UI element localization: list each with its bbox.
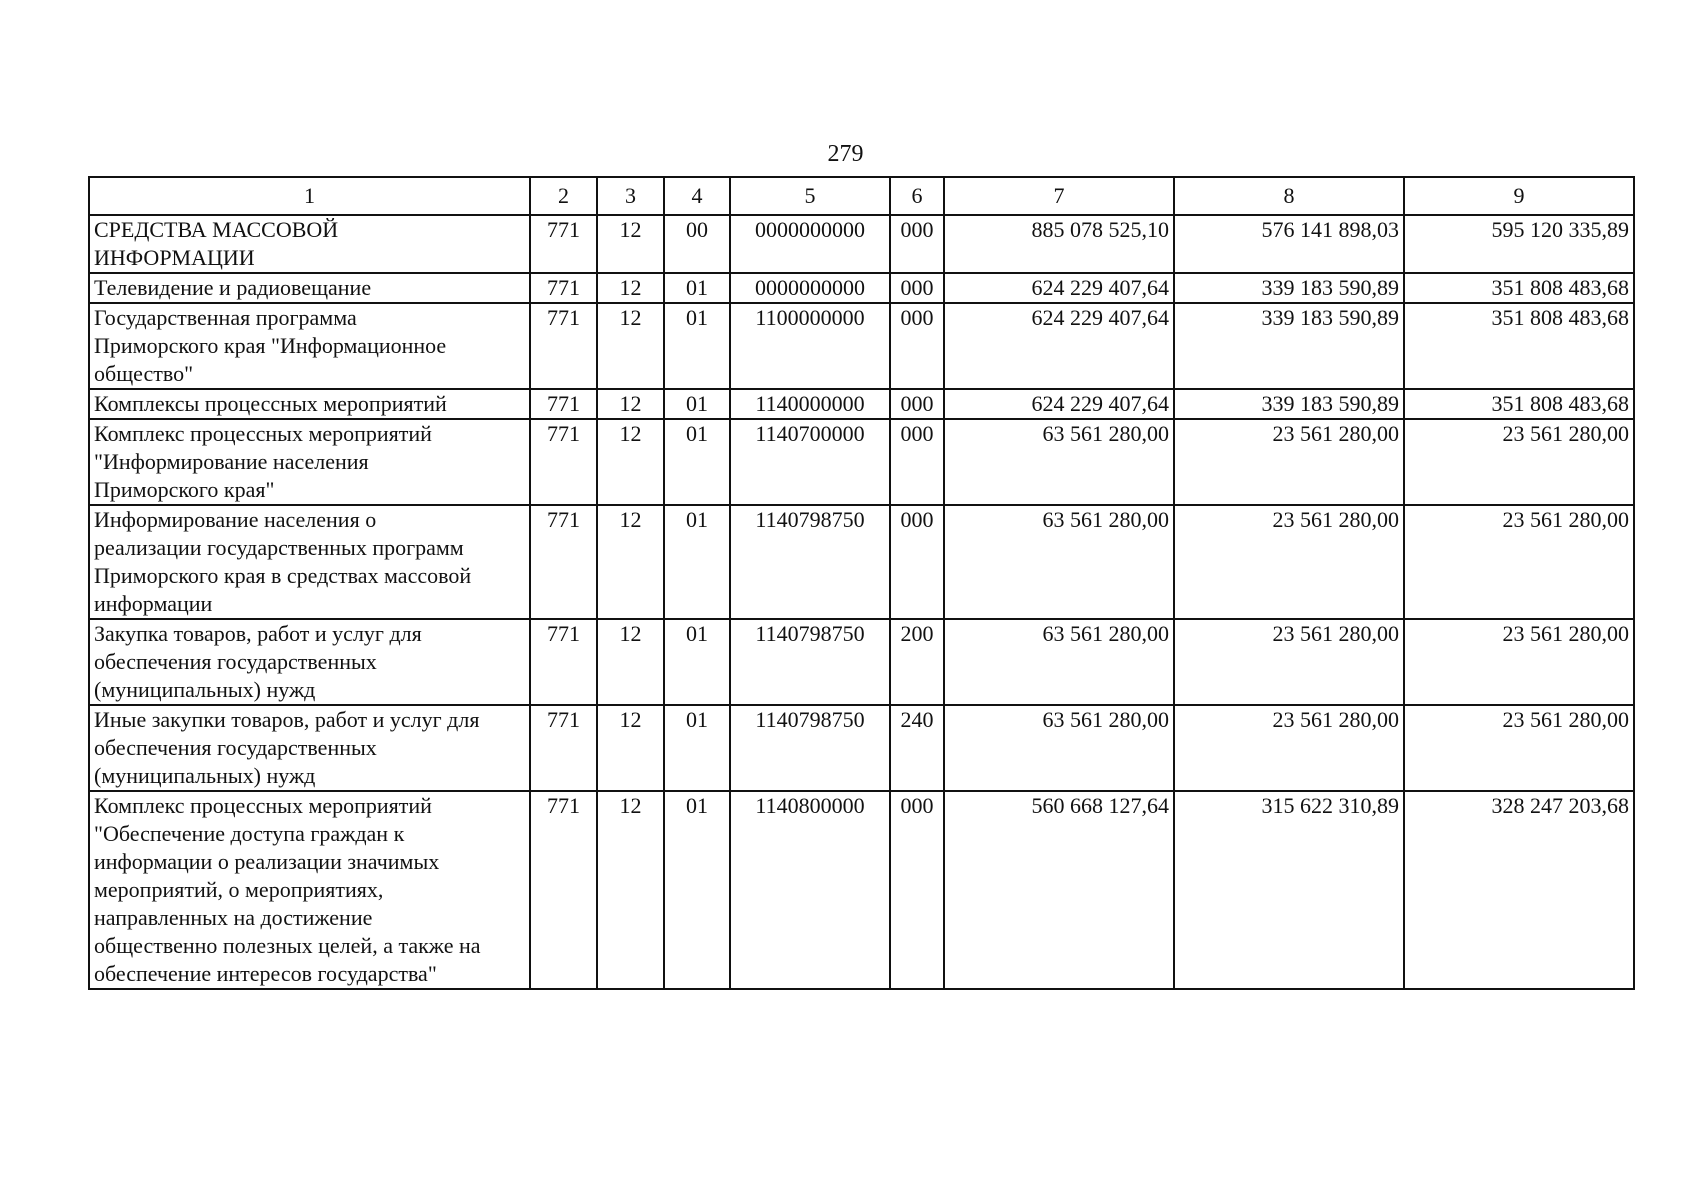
cell-col2: 771	[530, 705, 597, 791]
cell-col9: 351 808 483,68	[1404, 303, 1634, 389]
column-header-2: 2	[530, 177, 597, 215]
cell-col4: 01	[664, 273, 730, 303]
cell-col5: 0000000000	[730, 215, 890, 273]
cell-col4: 01	[664, 419, 730, 505]
cell-col3: 12	[597, 505, 664, 619]
cell-col6: 000	[890, 273, 944, 303]
column-header-8: 8	[1174, 177, 1404, 215]
cell-col4: 01	[664, 303, 730, 389]
cell-col7: 63 561 280,00	[944, 419, 1174, 505]
cell-col3: 12	[597, 619, 664, 705]
cell-col3: 12	[597, 303, 664, 389]
cell-col6: 000	[890, 303, 944, 389]
cell-col4: 01	[664, 705, 730, 791]
cell-col6: 000	[890, 505, 944, 619]
cell-col6: 000	[890, 419, 944, 505]
table-row	[89, 619, 1634, 705]
cell-col8: 23 561 280,00	[1174, 619, 1404, 705]
cell-col9: 23 561 280,00	[1404, 419, 1634, 505]
row-name: Комплексы процессных мероприятий	[89, 389, 530, 419]
cell-col3: 12	[597, 705, 664, 791]
cell-col4: 01	[664, 619, 730, 705]
table-row	[89, 273, 1634, 303]
cell-col9: 23 561 280,00	[1404, 705, 1634, 791]
cell-col6: 000	[890, 215, 944, 273]
column-header-4: 4	[664, 177, 730, 215]
cell-col7: 624 229 407,64	[944, 273, 1174, 303]
row-name: Информирование населения о реализации государственных программ Приморского края в средствах массовой информации	[89, 505, 530, 619]
cell-col2: 771	[530, 389, 597, 419]
cell-col6: 200	[890, 619, 944, 705]
cell-col7: 63 561 280,00	[944, 505, 1174, 619]
table-row	[89, 215, 1634, 273]
cell-col4: 00	[664, 215, 730, 273]
row-name: Государственная программа Приморского края "Информационное общество"	[89, 303, 530, 389]
cell-col2: 771	[530, 303, 597, 389]
column-header-3: 3	[597, 177, 664, 215]
cell-col9: 328 247 203,68	[1404, 791, 1634, 989]
cell-col9: 23 561 280,00	[1404, 505, 1634, 619]
cell-col8: 315 622 310,89	[1174, 791, 1404, 989]
cell-col4: 01	[664, 505, 730, 619]
page-number: 279	[827, 141, 864, 167]
column-header-6: 6	[890, 177, 944, 215]
cell-col5: 1100000000	[730, 303, 890, 389]
row-name: Закупка товаров, работ и услуг для обеспечения государственных (муниципальных) нужд	[89, 619, 530, 705]
table-row	[89, 303, 1634, 389]
cell-col7: 624 229 407,64	[944, 303, 1174, 389]
cell-col8: 23 561 280,00	[1174, 705, 1404, 791]
cell-col7: 63 561 280,00	[944, 619, 1174, 705]
cell-col3: 12	[597, 215, 664, 273]
cell-col8: 23 561 280,00	[1174, 419, 1404, 505]
cell-col4: 01	[664, 389, 730, 419]
cell-col8: 339 183 590,89	[1174, 389, 1404, 419]
cell-col7: 624 229 407,64	[944, 389, 1174, 419]
cell-col5: 1140798750	[730, 619, 890, 705]
column-header-7: 7	[944, 177, 1174, 215]
header-row	[89, 177, 1634, 215]
cell-col2: 771	[530, 419, 597, 505]
cell-col6: 000	[890, 389, 944, 419]
cell-col3: 12	[597, 389, 664, 419]
cell-col2: 771	[530, 505, 597, 619]
cell-col9: 23 561 280,00	[1404, 619, 1634, 705]
table-row	[89, 389, 1634, 419]
cell-col6: 240	[890, 705, 944, 791]
cell-col9: 595 120 335,89	[1404, 215, 1634, 273]
cell-col2: 771	[530, 215, 597, 273]
table-row	[89, 791, 1634, 989]
column-header-9: 9	[1404, 177, 1634, 215]
row-name: СРЕДСТВА МАССОВОЙ ИНФОРМАЦИИ	[89, 215, 530, 273]
table-row	[89, 705, 1634, 791]
cell-col5: 1140798750	[730, 505, 890, 619]
cell-col8: 339 183 590,89	[1174, 273, 1404, 303]
cell-col2: 771	[530, 273, 597, 303]
table-row	[89, 419, 1634, 505]
cell-col8: 339 183 590,89	[1174, 303, 1404, 389]
cell-col3: 12	[597, 791, 664, 989]
cell-col8: 576 141 898,03	[1174, 215, 1404, 273]
cell-col9: 351 808 483,68	[1404, 389, 1634, 419]
cell-col5: 1140800000	[730, 791, 890, 989]
cell-col8: 23 561 280,00	[1174, 505, 1404, 619]
cell-col7: 560 668 127,64	[944, 791, 1174, 989]
cell-col2: 771	[530, 791, 597, 989]
cell-col4: 01	[664, 791, 730, 989]
row-name: Комплекс процессных мероприятий "Обеспечение доступа граждан к информации о реализации значимых мероприятий, о мероприятиях, направленных на достижение общественно полезных целей, а также на обеспечение интересов государства"	[89, 791, 530, 989]
cell-col3: 12	[597, 419, 664, 505]
row-name: Иные закупки товаров, работ и услуг для обеспечения государственных (муниципальных) нужд	[89, 705, 530, 791]
row-name: Телевидение и радиовещание	[89, 273, 530, 303]
cell-col2: 771	[530, 619, 597, 705]
cell-col9: 351 808 483,68	[1404, 273, 1634, 303]
column-header-1: 1	[89, 177, 530, 215]
column-header-5: 5	[730, 177, 890, 215]
cell-col6: 000	[890, 791, 944, 989]
cell-col3: 12	[597, 273, 664, 303]
budget-table	[88, 176, 1635, 990]
cell-col5: 1140798750	[730, 705, 890, 791]
cell-col5: 0000000000	[730, 273, 890, 303]
cell-col7: 885 078 525,10	[944, 215, 1174, 273]
cell-col5: 1140000000	[730, 389, 890, 419]
row-name: Комплекс процессных мероприятий "Информирование населения Приморского края"	[89, 419, 530, 505]
table-row	[89, 505, 1634, 619]
cell-col7: 63 561 280,00	[944, 705, 1174, 791]
cell-col5: 1140700000	[730, 419, 890, 505]
